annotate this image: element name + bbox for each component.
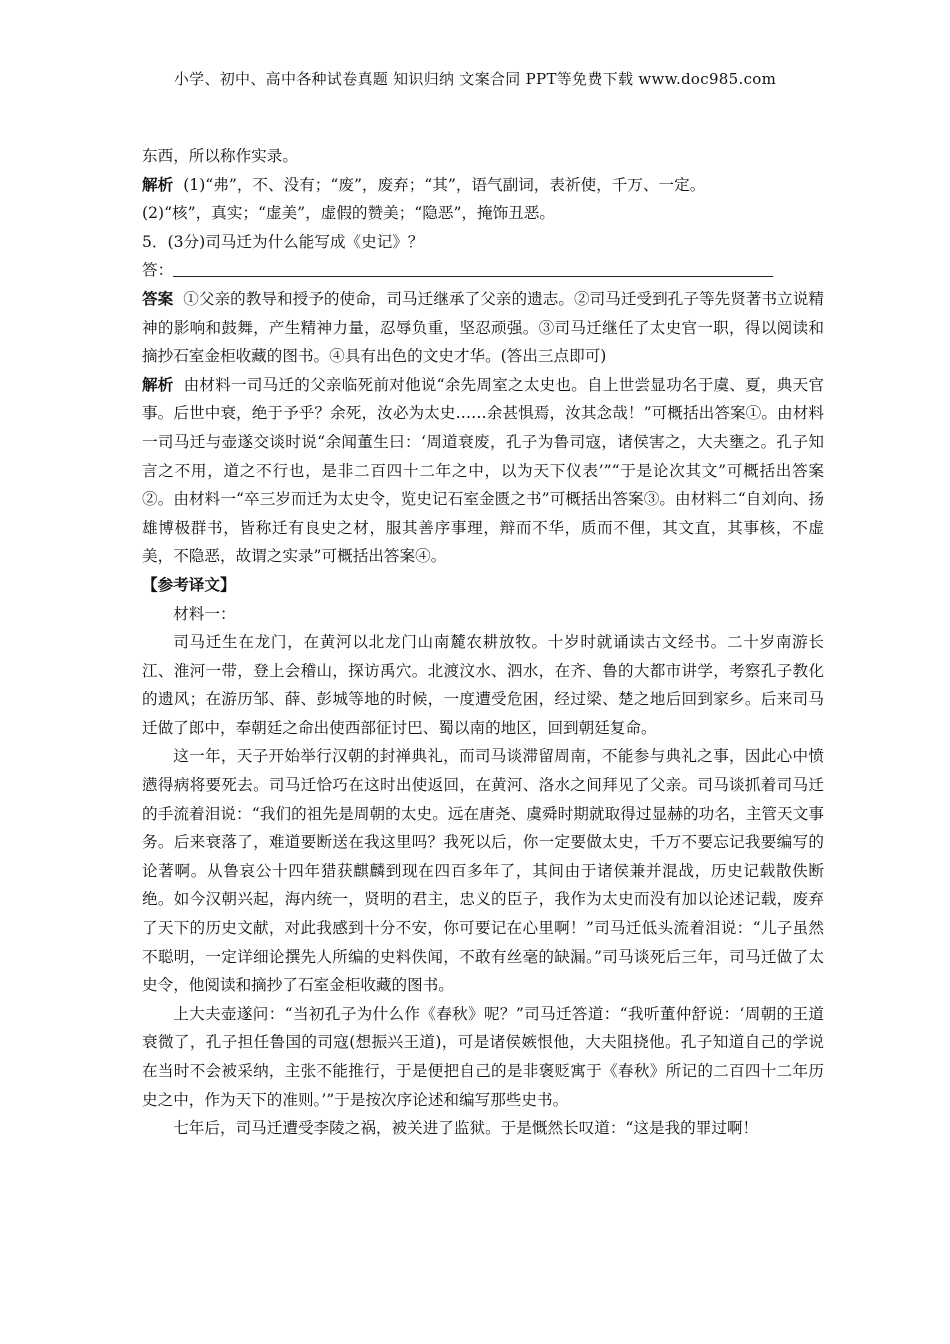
analysis-label: 解析 — [142, 374, 174, 394]
q4-analysis-1-text: (1)“弗”，不、没有；“废”，废弃；“其”，语气副词，表祈使，千万、一定。 — [183, 175, 706, 194]
translation-paragraph-4: 七年后，司马迁遭受李陵之祸，被关进了监狱。于是慨然长叹道：“这是我的罪过啊！ — [173, 1119, 759, 1138]
q5-answer-text: ①父亲的教导和授予的使命，司马迁继承了父亲的遗志。②司马迁受到孔子等先贤著书立说精神的影响和鼓舞，产生精神力量，忍辱负重，坚忍顽强。③司马迁继任了太史官一职，得以阅读和摘抄石室金柜收藏的图书。④具有出色的文史才华。(答出三点即可) — [142, 289, 824, 366]
translation-paragraph-3: 上大夫壶遂问：“当初孔子为什么作《春秋》呢？”司马迁答道：“我听董仲舒说：‘周朝的王道衰微了，孔子担任鲁国的司寇(想振兴王道)，可是诸侯嫉恨他，大夫阻挠他。孔子知道自己的学说在当时不会被采纳，主张不能推行，于是便把自己的是非褒贬寓于《春秋》所记的二百四十二年历史之中，作为天下的准则。’”于是按次序论述和编写那些史书。 — [142, 1004, 824, 1109]
translation-paragraph-2: 这一年，天子开始举行汉朝的封禅典礼，而司马谈滞留周南，不能参与典礼之事，因此心中愤懑得病将要死去。司马迁恰巧在这时出使返回，在黄河、洛水之间拜见了父亲。司马谈抓着司马迁的手流着泪说：“我们的祖先是周朝的太史。远在唐尧、虞舜时期就取得过显赫的功名，主管天文事务。后来衰落了，难道要断送在我这里吗？我死以后，你一定要做太史，千万不要忘记我要编写的论著啊。从鲁哀公十四年猎获麒麟到现在四百多年了，其间由于诸侯兼并混战，历史记载散佚断绝。如今汉朝兴起，海内统一，贤明的君主，忠义的臣子，我作为太史而没有加以论述记载，废弃了天下的历史文献，对此我感到十分不安，你可要记在心里啊！”司马迁低头流着泪说：“儿子虽然不聪明，一定详细论撰先人所编的史料佚闻，不敢有丝毫的缺漏。”司马谈死后三年，司马迁做了太史令，他阅读和摘抄了石室金柜收藏的图书。 — [142, 747, 824, 995]
analysis-label: 解析 — [142, 174, 174, 194]
q5-answer-prompt — [142, 256, 824, 285]
material-one-heading: 材料一： — [173, 604, 236, 623]
q5-analysis — [142, 371, 824, 571]
q5-question: 5．(3分)司马迁为什么能写成《史记》？ — [142, 232, 424, 251]
translation-paragraph-1: 司马迁生在龙门，在黄河以北龙门山南麓农耕放牧。十岁时就诵读古文经书。二十岁南游长江、淮河一带，登上会稽山，探访禹穴。北渡汶水、泗水，在齐、鲁的大都市讲学，考察孔子教化的遗风；在游历邹、薛、彭城等地的时候，一度遭受危困，经过梁、楚之地后回到家乡。后来司马迁做了郎中，奉朝廷之命出使西部征讨巴、蜀以南的地区，回到朝廷复命。 — [142, 633, 824, 737]
page-header: 小学、初中、高中各种试卷真题 知识归纳 文案合同 PPT等免费下载 www.doc985.com — [173, 70, 777, 88]
q5-analysis-text: 由材料一司马迁的父亲临死前对他说“余先周室之太史也。自上世尝显功名于虞、夏，典天官事。后世中衰，绝于予乎？余死，汝必为太史……余甚惧焉，汝其念哉！”可概括出答案①。由材料一司马迁与壶遂交谈时说“余闻董生曰：‘周道衰废，孔子为鲁司寇，诸侯害之，大夫壅之。孔子知言之不用，道之不行也，是非二百四十二年之中，以为天下仪表’”“于是论次其文”可概括出答案②。由材料一“卒三岁而迁为太史令，览史记石室金匮之书”可概括出答案③。由材料二“自刘向、扬雄博极群书，皆称迁有良史之材，服其善序事理，辩而不华，质而不俚，其文直，其事核，不虚美，不隐恶，故谓之实录”可概括出答案④。 — [142, 375, 824, 566]
answer-label: 答案 — [142, 288, 174, 308]
q4-analysis-1 — [142, 171, 824, 200]
q4-analysis-2: (2)“核”，真实；“虚美”，虚假的赞美；“隐恶”，掩饰丑恶。 — [142, 204, 555, 223]
answer-prompt-label: 答： — [142, 261, 174, 280]
intro-line: 东西，所以称作实录。 — [142, 147, 298, 165]
q5-answer — [142, 285, 824, 371]
answer-blank-line — [173, 258, 773, 277]
document-body — [142, 142, 824, 1143]
section-title: 【参考译文】 — [142, 574, 236, 594]
